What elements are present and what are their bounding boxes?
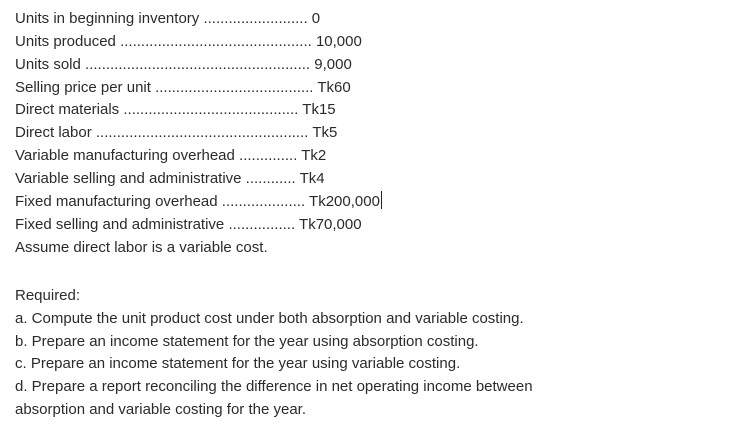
leader-dots: ......................... (199, 10, 308, 27)
data-row-variable-selling-admin (15, 167, 325, 190)
row-value: Tk60 (313, 79, 351, 96)
leader-dots: .......................................... (119, 101, 299, 118)
row-value: Tk200,000 (305, 193, 380, 210)
row-label: Variable manufacturing overhead (15, 147, 235, 164)
row-label: Units produced (15, 33, 116, 50)
required-heading: Required: (15, 287, 81, 304)
row-label: Direct labor (15, 124, 92, 141)
leader-dots: ................ (224, 216, 296, 233)
required-item-d: d. Prepare a report reconciling the difference in net operating income between (15, 378, 533, 395)
leader-dots: ...................................... (150, 79, 314, 96)
leader-dots: ................................................... (91, 124, 309, 141)
required-item-d-continued: absorption and variable costing for the year. (15, 401, 307, 418)
row-value: 0 (307, 10, 321, 27)
data-row-units-produced (15, 30, 362, 53)
row-value: Tk4 (295, 170, 325, 187)
row-label: Direct materials (15, 101, 120, 118)
leader-dots: ............ (241, 170, 296, 187)
required-item-a: a. Compute the unit product cost under both absorption and variable costing. (15, 310, 524, 327)
row-label: Fixed selling and administrative (15, 216, 225, 233)
leader-dots: .............. (234, 147, 298, 164)
row-label: Selling price per unit (15, 79, 151, 96)
row-value: 9,000 (310, 56, 352, 73)
leader-dots: ...................................................... (80, 56, 311, 73)
row-value: Tk2 (297, 147, 327, 164)
data-row-units-sold (15, 53, 352, 76)
leader-dots: .............................................. (115, 33, 312, 50)
data-row-fixed-mfg-overhead (15, 190, 382, 213)
row-value: Tk5 (308, 124, 338, 141)
row-label: Variable selling and administrative (15, 170, 242, 187)
data-row-direct-labor (15, 121, 337, 144)
row-value: Tk70,000 (295, 216, 362, 233)
row-label: Units in beginning inventory (15, 10, 200, 27)
text-cursor (381, 191, 382, 209)
leader-dots: .................... (217, 193, 306, 210)
row-label: Units sold (15, 56, 81, 73)
required-item-b: b. Prepare an income statement for the year using absorption costing. (15, 333, 479, 350)
row-value: Tk15 (298, 101, 336, 118)
data-row-variable-mfg-overhead (15, 144, 326, 167)
data-row-direct-materials (15, 98, 336, 121)
required-item-c: c. Prepare an income statement for the year using variable costing. (15, 355, 461, 372)
row-label: Fixed manufacturing overhead (15, 193, 218, 210)
row-value: 10,000 (311, 33, 362, 50)
data-row-beginning-inventory (15, 7, 320, 30)
data-row-selling-price (15, 76, 351, 99)
data-row-fixed-selling-admin (15, 213, 362, 236)
assumption-text: Assume direct labor is a variable cost. (15, 239, 268, 256)
